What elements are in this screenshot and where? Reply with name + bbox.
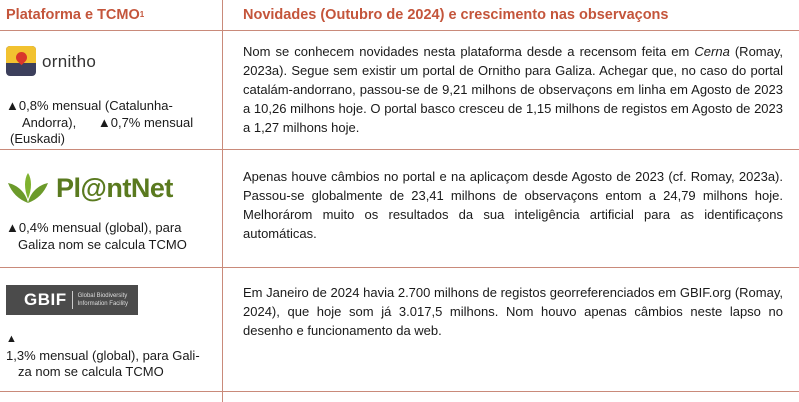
ornitho-logo	[6, 46, 116, 78]
plantnet-logo	[6, 171, 186, 207]
gbif-logo-subtext: Global Biodiversity Information Facility	[77, 293, 128, 307]
column-header-platform-label: Plataforma e TCMO	[6, 7, 140, 23]
growth-rate-text: ▲0,4% mensual (global), para Galiza nom se calcula TCMO	[6, 220, 187, 252]
column-header-news: Novidades (Outubro de 2024) e crescimento nas observaçons	[243, 7, 669, 23]
growth-rate-text: ▲ 1,3% mensual (global), para Gali- za nom se calcula TCMO	[6, 333, 200, 379]
ornitho-icon	[6, 46, 36, 76]
gbif-logo-text: GBIF	[24, 290, 67, 309]
table-row	[0, 267, 799, 391]
column-header-platform: Plataforma e TCMO 1	[6, 7, 145, 23]
news-text: Em Janeiro de 2024 havia 2.700 milhons de registos georreferenciados em GBIF.org (Romay, 2024), que hoje som já 3.017,5 milhons. Nom houvo apenas câmbios neste lapso no desenho e funcionamento da web.	[243, 285, 783, 338]
row-divider	[0, 391, 799, 392]
leaf-icon	[6, 171, 50, 205]
plantnet-logo-text: Pl@ntNet	[56, 173, 173, 203]
ornitho-logo-text: ornitho	[42, 52, 97, 71]
gbif-logo	[6, 285, 138, 315]
news-text: Nom se conhecem novidades nesta plataforma desde a recensom feita em Cerna (Romay, 2023a). Segue sem existir um portal de Ornitho para Galiza. Achegar que, no caso do portal catalám-andorrano, passou-se de 9,21 milhons de observaçons em linha em Agosto de 2023 a 10,26 milhons hoje. O portal basco cresceu de 1,15 milhons de registos em Agosto de 2023 a 1,27 milhons hoje.	[243, 44, 783, 135]
table-row	[0, 30, 799, 149]
table-row	[0, 149, 799, 267]
growth-rate-text: ▲0,8% mensual (Catalunha- Andorra), ▲0,7% mensual (Euskadi)	[6, 98, 194, 146]
news-text: Apenas houve câmbios no portal e na aplicaçom desde Agosto de 2023 (cf. Romay, 2023a). Passou-se globalmente de 23,41 milhons de observaçons entom a 24,79 milhons hoje. Melhorárom muito os resultados da sua inteligência artificial para as identificaçons automáticas.	[243, 169, 783, 241]
